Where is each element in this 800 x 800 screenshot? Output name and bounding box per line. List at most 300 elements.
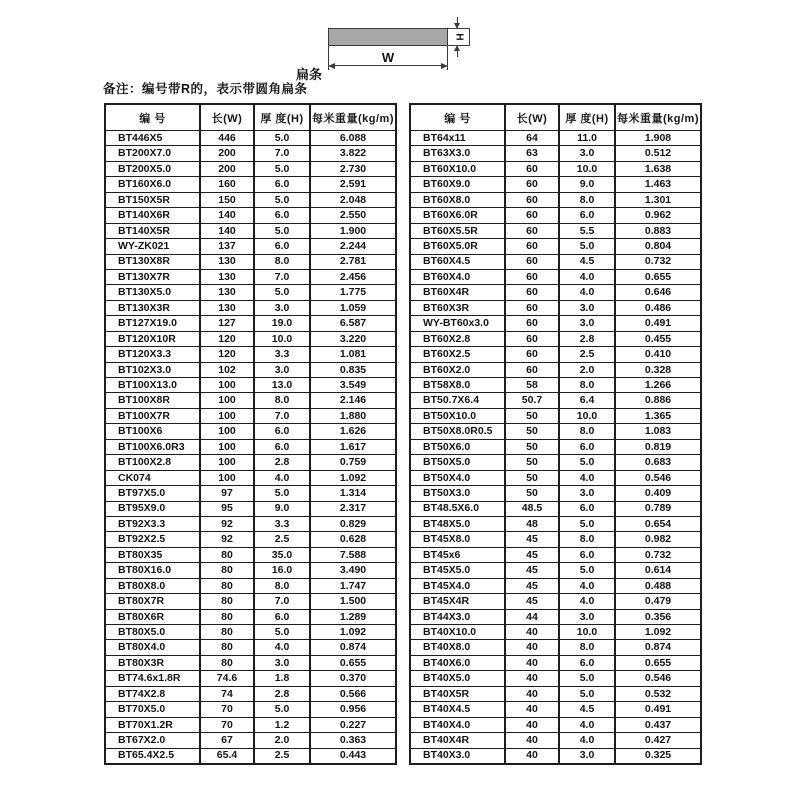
part-number-cell: BT60X6.0R <box>410 208 505 223</box>
flat-bar-fill <box>329 29 448 45</box>
table-row <box>410 455 701 470</box>
table-row <box>105 408 396 423</box>
weight-cell: 0.874 <box>615 640 701 655</box>
thickness-cell: 6.0 <box>559 655 615 670</box>
weight-cell: 0.409 <box>615 486 701 501</box>
table-row <box>410 177 701 192</box>
part-number-cell: BT70X5.0 <box>105 702 200 717</box>
part-number-cell: BT100X2.8 <box>105 455 200 470</box>
table-row <box>410 208 701 223</box>
width-cell: 40 <box>505 733 559 748</box>
table-row <box>105 609 396 624</box>
width-cell: 48.5 <box>505 501 559 516</box>
part-number-cell: BT100X6 <box>105 424 200 439</box>
part-number-cell: BT70X1.2R <box>105 717 200 732</box>
width-cell: 120 <box>200 331 254 346</box>
column-header: 编 号 <box>410 104 505 131</box>
table-row <box>105 347 396 362</box>
weight-cell: 0.759 <box>310 455 396 470</box>
width-cell: 130 <box>200 269 254 284</box>
weight-cell: 2.048 <box>310 192 396 207</box>
width-cell: 92 <box>200 516 254 531</box>
part-number-cell: WY-ZK021 <box>105 239 200 254</box>
thickness-cell: 6.0 <box>559 208 615 223</box>
table-row <box>105 331 396 346</box>
part-number-cell: BT60X4.5 <box>410 254 505 269</box>
part-number-cell: BT45X8.0 <box>410 532 505 547</box>
width-cell: 80 <box>200 655 254 670</box>
thickness-cell: 6.4 <box>559 393 615 408</box>
weight-cell: 1.083 <box>615 424 701 439</box>
width-cell: 100 <box>200 455 254 470</box>
weight-cell: 0.455 <box>615 331 701 346</box>
table-row <box>410 702 701 717</box>
weight-cell: 2.591 <box>310 177 396 192</box>
width-cell: 60 <box>505 239 559 254</box>
weight-cell: 0.804 <box>615 239 701 254</box>
thickness-cell: 3.3 <box>254 516 310 531</box>
weight-cell: 1.266 <box>615 378 701 393</box>
part-number-cell: BT92X3.3 <box>105 516 200 531</box>
column-header: 厚 度(H) <box>559 104 615 131</box>
width-cell: 130 <box>200 300 254 315</box>
part-number-cell: BT60X4.0 <box>410 269 505 284</box>
part-number-cell: BT60X2.5 <box>410 347 505 362</box>
thickness-cell: 6.0 <box>254 609 310 624</box>
width-cell: 45 <box>505 563 559 578</box>
thickness-cell: 1.2 <box>254 717 310 732</box>
width-dimension-label: W <box>381 50 395 65</box>
table-row <box>410 378 701 393</box>
weight-cell: 0.655 <box>615 269 701 284</box>
part-number-cell: BT50X10.0 <box>410 408 505 423</box>
weight-cell: 0.328 <box>615 362 701 377</box>
part-number-cell: BT45X4R <box>410 594 505 609</box>
weight-cell: 0.410 <box>615 347 701 362</box>
width-cell: 50.7 <box>505 393 559 408</box>
weight-cell: 0.646 <box>615 285 701 300</box>
weight-cell: 2.317 <box>310 501 396 516</box>
part-number-cell: BT97X5.0 <box>105 486 200 501</box>
spec-table-right <box>409 103 702 765</box>
thickness-cell: 1.8 <box>254 671 310 686</box>
part-number-cell: BT44X3.0 <box>410 609 505 624</box>
thickness-cell: 4.0 <box>559 269 615 284</box>
table-row <box>105 208 396 223</box>
width-cell: 160 <box>200 177 254 192</box>
weight-cell: 0.886 <box>615 393 701 408</box>
thickness-cell: 4.0 <box>559 733 615 748</box>
width-cell: 446 <box>200 131 254 146</box>
weight-cell: 1.092 <box>310 470 396 485</box>
width-cell: 50 <box>505 408 559 423</box>
table-row <box>410 192 701 207</box>
weight-cell: 1.081 <box>310 347 396 362</box>
weight-cell: 0.819 <box>615 439 701 454</box>
weight-cell: 1.775 <box>310 285 396 300</box>
part-number-cell: BT80X16.0 <box>105 563 200 578</box>
part-number-cell: BT200X7.0 <box>105 146 200 161</box>
width-cell: 100 <box>200 439 254 454</box>
weight-cell: 2.781 <box>310 254 396 269</box>
thickness-cell: 4.0 <box>559 717 615 732</box>
part-number-cell: BT100X8R <box>105 393 200 408</box>
thickness-cell: 3.0 <box>254 362 310 377</box>
width-cell: 60 <box>505 192 559 207</box>
part-number-cell: BT60X3R <box>410 300 505 315</box>
table-row <box>410 254 701 269</box>
width-cell: 50 <box>505 439 559 454</box>
weight-cell: 1.463 <box>615 177 701 192</box>
width-cell: 45 <box>505 547 559 562</box>
table-row <box>105 640 396 655</box>
thickness-cell: 5.0 <box>559 671 615 686</box>
thickness-cell: 5.0 <box>254 192 310 207</box>
table-row <box>410 748 701 764</box>
thickness-cell: 5.0 <box>559 455 615 470</box>
thickness-cell: 2.8 <box>254 686 310 701</box>
part-number-cell: BT58X8.0 <box>410 378 505 393</box>
thickness-cell: 6.0 <box>559 547 615 562</box>
part-number-cell: CK074 <box>105 470 200 485</box>
weight-cell: 0.491 <box>615 316 701 331</box>
thickness-cell: 4.5 <box>559 254 615 269</box>
thickness-cell: 3.0 <box>559 146 615 161</box>
part-number-cell: BT100X7R <box>105 408 200 423</box>
thickness-cell: 5.0 <box>254 285 310 300</box>
part-number-cell: BT160X6.0 <box>105 177 200 192</box>
part-number-cell: BT40X10.0 <box>410 625 505 640</box>
width-cell: 40 <box>505 640 559 655</box>
thickness-cell: 8.0 <box>559 378 615 393</box>
thickness-cell: 7.0 <box>254 146 310 161</box>
width-cell: 40 <box>505 625 559 640</box>
thickness-cell: 5.0 <box>254 702 310 717</box>
weight-cell: 0.356 <box>615 609 701 624</box>
thickness-cell: 19.0 <box>254 316 310 331</box>
part-number-cell: BT50X3.0 <box>410 486 505 501</box>
weight-cell: 0.883 <box>615 223 701 238</box>
width-cell: 40 <box>505 717 559 732</box>
part-number-cell: BT65.4X2.5 <box>105 748 200 764</box>
width-cell: 60 <box>505 347 559 362</box>
part-number-cell: BT63X3.0 <box>410 146 505 161</box>
weight-cell: 3.822 <box>310 146 396 161</box>
thickness-cell: 13.0 <box>254 378 310 393</box>
weight-cell: 0.486 <box>615 300 701 315</box>
thickness-cell: 5.0 <box>559 239 615 254</box>
part-number-cell: BT60X5.5R <box>410 223 505 238</box>
table-row <box>105 269 396 284</box>
table-row <box>105 594 396 609</box>
part-number-cell: BT80X3R <box>105 655 200 670</box>
width-dimension-line <box>330 65 446 66</box>
part-number-cell: BT95X9.0 <box>105 501 200 516</box>
part-number-cell: BT130X3R <box>105 300 200 315</box>
thickness-cell: 7.0 <box>254 269 310 284</box>
thickness-cell: 5.5 <box>559 223 615 238</box>
width-cell: 60 <box>505 285 559 300</box>
part-number-cell: BT140X6R <box>105 208 200 223</box>
width-cell: 140 <box>200 223 254 238</box>
table-row <box>105 131 396 146</box>
width-cell: 40 <box>505 671 559 686</box>
table-row <box>410 532 701 547</box>
column-header: 编 号 <box>105 104 200 131</box>
thickness-cell: 5.0 <box>559 686 615 701</box>
thickness-cell: 5.0 <box>254 486 310 501</box>
table-row <box>410 223 701 238</box>
weight-cell: 0.479 <box>615 594 701 609</box>
weight-cell: 0.325 <box>615 748 701 764</box>
thickness-cell: 6.0 <box>254 439 310 454</box>
table-row <box>105 733 396 748</box>
width-cell: 200 <box>200 161 254 176</box>
table-row <box>105 486 396 501</box>
part-number-cell: BT446X5 <box>105 131 200 146</box>
weight-cell: 0.427 <box>615 733 701 748</box>
table-row <box>105 439 396 454</box>
width-cell: 127 <box>200 316 254 331</box>
table-row <box>105 547 396 562</box>
table-row <box>105 686 396 701</box>
table-row <box>410 146 701 161</box>
table-row <box>105 316 396 331</box>
thickness-cell: 3.3 <box>254 347 310 362</box>
width-cell: 95 <box>200 501 254 516</box>
weight-cell: 0.628 <box>310 532 396 547</box>
weight-cell: 0.491 <box>615 702 701 717</box>
thickness-cell: 7.0 <box>254 594 310 609</box>
table-row <box>410 424 701 439</box>
width-cell: 92 <box>200 532 254 547</box>
width-cell: 63 <box>505 146 559 161</box>
table-row <box>105 362 396 377</box>
width-cell: 50 <box>505 486 559 501</box>
thickness-cell: 7.0 <box>254 408 310 423</box>
width-cell: 60 <box>505 208 559 223</box>
table-row <box>410 516 701 531</box>
thickness-cell: 4.0 <box>559 594 615 609</box>
table-row <box>410 470 701 485</box>
width-cell: 60 <box>505 300 559 315</box>
part-number-cell: BT80X8.0 <box>105 578 200 593</box>
table-row <box>105 455 396 470</box>
width-cell: 58 <box>505 378 559 393</box>
part-number-cell: BT40X5R <box>410 686 505 701</box>
table-row <box>105 161 396 176</box>
table-row <box>105 146 396 161</box>
width-cell: 40 <box>505 686 559 701</box>
table-row <box>105 516 396 531</box>
table-row <box>410 578 701 593</box>
width-cell: 60 <box>505 161 559 176</box>
weight-cell: 2.730 <box>310 161 396 176</box>
table-row <box>105 424 396 439</box>
part-number-cell: BT60X2.8 <box>410 331 505 346</box>
weight-cell: 0.956 <box>310 702 396 717</box>
thickness-cell: 8.0 <box>559 532 615 547</box>
part-number-cell: BT60X9.0 <box>410 177 505 192</box>
table-row <box>105 239 396 254</box>
width-cell: 70 <box>200 717 254 732</box>
width-cell: 70 <box>200 702 254 717</box>
table-row <box>410 640 701 655</box>
width-cell: 102 <box>200 362 254 377</box>
thickness-cell: 5.0 <box>559 563 615 578</box>
weight-cell: 1.880 <box>310 408 396 423</box>
width-cell: 80 <box>200 625 254 640</box>
thickness-cell: 5.0 <box>254 625 310 640</box>
table-row <box>410 439 701 454</box>
thickness-cell: 2.5 <box>559 347 615 362</box>
thickness-cell: 6.0 <box>559 439 615 454</box>
table-row <box>410 486 701 501</box>
weight-cell: 1.059 <box>310 300 396 315</box>
part-number-cell: BT60X5.0R <box>410 239 505 254</box>
width-cell: 67 <box>200 733 254 748</box>
column-header: 每米重量(kg/m) <box>310 104 396 131</box>
weight-cell: 0.732 <box>615 254 701 269</box>
thickness-cell: 3.0 <box>254 655 310 670</box>
part-number-cell: BT100X6.0R3 <box>105 439 200 454</box>
weight-cell: 0.546 <box>615 671 701 686</box>
weight-cell: 0.655 <box>615 655 701 670</box>
height-dimension-box <box>448 29 469 45</box>
table-row <box>105 671 396 686</box>
part-number-cell: BT140X5R <box>105 223 200 238</box>
table-row <box>410 269 701 284</box>
width-cell: 100 <box>200 470 254 485</box>
part-number-cell: BT48.5X6.0 <box>410 501 505 516</box>
column-header: 长(W) <box>505 104 559 131</box>
thickness-cell: 4.0 <box>559 470 615 485</box>
thickness-cell: 2.5 <box>254 748 310 764</box>
width-cell: 64 <box>505 131 559 146</box>
thickness-cell: 5.0 <box>254 131 310 146</box>
thickness-cell: 16.0 <box>254 563 310 578</box>
table-row <box>105 470 396 485</box>
part-number-cell: BT45x6 <box>410 547 505 562</box>
table-row <box>410 285 701 300</box>
part-number-cell: BT74.6x1.8R <box>105 671 200 686</box>
width-cell: 60 <box>505 331 559 346</box>
width-cell: 45 <box>505 532 559 547</box>
weight-cell: 0.437 <box>615 717 701 732</box>
thickness-cell: 9.0 <box>559 177 615 192</box>
weight-cell: 3.549 <box>310 378 396 393</box>
table-row <box>105 223 396 238</box>
weight-cell: 0.370 <box>310 671 396 686</box>
table-row <box>410 594 701 609</box>
width-cell: 100 <box>200 424 254 439</box>
thickness-cell: 2.5 <box>254 532 310 547</box>
thickness-cell: 8.0 <box>254 254 310 269</box>
weight-cell: 0.789 <box>615 501 701 516</box>
table-row <box>410 239 701 254</box>
width-cell: 80 <box>200 594 254 609</box>
note-text: 备注：编号带R的，表示带圆角扁条 <box>103 82 308 96</box>
table-row <box>410 547 701 562</box>
thickness-cell: 3.0 <box>559 300 615 315</box>
thickness-cell: 10.0 <box>559 408 615 423</box>
table-row <box>105 717 396 732</box>
part-number-cell: BT60X4R <box>410 285 505 300</box>
width-cell: 40 <box>505 655 559 670</box>
thickness-cell: 2.0 <box>559 362 615 377</box>
thickness-cell: 35.0 <box>254 547 310 562</box>
weight-cell: 1.908 <box>615 131 701 146</box>
column-header: 每米重量(kg/m) <box>615 104 701 131</box>
weight-cell: 1.365 <box>615 408 701 423</box>
thickness-cell: 10.0 <box>254 331 310 346</box>
part-number-cell: BT80X4.0 <box>105 640 200 655</box>
weight-cell: 0.443 <box>310 748 396 764</box>
height-arrow-down-icon <box>454 23 460 29</box>
width-cell: 100 <box>200 378 254 393</box>
thickness-cell: 3.0 <box>559 748 615 764</box>
weight-cell: 0.874 <box>310 640 396 655</box>
weight-cell: 0.835 <box>310 362 396 377</box>
weight-cell: 1.500 <box>310 594 396 609</box>
width-cell: 65.4 <box>200 748 254 764</box>
width-cell: 97 <box>200 486 254 501</box>
weight-cell: 0.732 <box>615 547 701 562</box>
part-number-cell: BT40X4.0 <box>410 717 505 732</box>
width-cell: 100 <box>200 408 254 423</box>
flat-bar-label: 扁条 <box>296 67 323 82</box>
table-row <box>105 254 396 269</box>
part-number-cell: BT40X3.0 <box>410 748 505 764</box>
thickness-cell: 2.8 <box>559 331 615 346</box>
width-cell: 74.6 <box>200 671 254 686</box>
thickness-cell: 6.0 <box>254 208 310 223</box>
table-row <box>105 285 396 300</box>
part-number-cell: BT120X3.3 <box>105 347 200 362</box>
weight-cell: 1.289 <box>310 609 396 624</box>
table-row <box>105 702 396 717</box>
table-row <box>410 655 701 670</box>
part-number-cell: BT80X7R <box>105 594 200 609</box>
weight-cell: 1.301 <box>615 192 701 207</box>
weight-cell: 1.092 <box>615 625 701 640</box>
thickness-cell: 10.0 <box>559 161 615 176</box>
weight-cell: 0.683 <box>615 455 701 470</box>
table-row <box>410 161 701 176</box>
thickness-cell: 4.0 <box>559 578 615 593</box>
weight-cell: 0.363 <box>310 733 396 748</box>
part-number-cell: BT80X5.0 <box>105 625 200 640</box>
column-header: 长(W) <box>200 104 254 131</box>
part-number-cell: BT50X4.0 <box>410 470 505 485</box>
width-cell: 60 <box>505 254 559 269</box>
part-number-cell: BT40X4.5 <box>410 702 505 717</box>
width-cell: 60 <box>505 223 559 238</box>
part-number-cell: BT45X5.0 <box>410 563 505 578</box>
weight-cell: 0.655 <box>310 655 396 670</box>
table-row <box>410 671 701 686</box>
width-cell: 150 <box>200 192 254 207</box>
width-cell: 44 <box>505 609 559 624</box>
weight-cell: 3.220 <box>310 331 396 346</box>
table-row <box>105 655 396 670</box>
width-cell: 40 <box>505 702 559 717</box>
table-row <box>105 578 396 593</box>
table-row <box>410 362 701 377</box>
part-number-cell: BT64x11 <box>410 131 505 146</box>
thickness-cell: 6.0 <box>559 501 615 516</box>
table-row <box>105 748 396 764</box>
